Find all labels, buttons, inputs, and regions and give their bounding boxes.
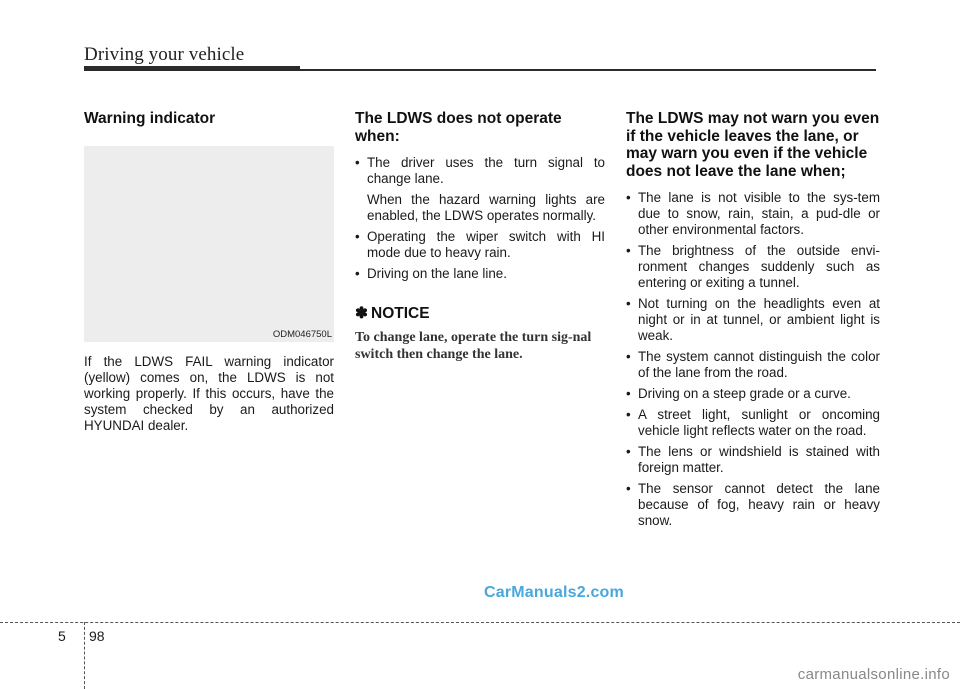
notice-star-icon: ✽ [355,305,368,322]
list-item-text: Driving on the lane line. [367,266,507,281]
footer-dashed-divider [84,622,85,689]
ldws-not-operate-list [355,155,605,282]
list-item [626,296,880,344]
column-ldws-may-not-warn [626,110,880,534]
list-item-text: The lane is not visible to the sys-tem due to snow, rain, stain, a pud-dle or other environmental factors. [638,190,880,237]
list-item [626,407,880,439]
header-rule-thick [84,66,300,71]
bullet-dot: • [355,155,360,170]
bullet-dot: • [626,386,631,401]
list-item [355,266,605,282]
warning-indicator-heading: Warning indicator [84,110,216,127]
list-item-subtext: When the hazard warning lights are enabled, the LDWS operates normally. [367,192,605,223]
bullet-dot: • [626,407,631,422]
page-number: 98 [89,628,105,644]
list-item [626,481,880,529]
bullet-dot: • [626,444,631,459]
column-warning-indicator [84,110,334,434]
list-item-text: Not turning on the headlights even at night or in at tunnel, or ambient light is weak. [638,296,880,343]
bullet-dot: • [626,481,631,496]
bullet-dot: • [626,243,631,258]
footer-site-watermark: carmanualsonline.info [797,666,950,683]
list-item [626,386,880,402]
ldws-not-operate-heading: The LDWS does not operate when: [355,110,562,145]
bullet-dot: • [626,190,631,205]
section-header-title: Driving your vehicle [84,44,245,65]
ldws-may-not-warn-heading: The LDWS may not warn you even if the vehicle leaves the lane, or may warn you even if the vehicle does not leave the lane when; [626,110,880,180]
notice-title-text: NOTICE [371,305,430,322]
list-item [355,229,605,261]
notice-title [355,304,605,323]
list-item [355,155,605,224]
list-item-text: The brightness of the outside envi-ronment changes suddenly such as entering or exiting a tunnel. [638,243,880,290]
warning-indicator-figure [84,146,334,342]
list-item-text: The system cannot distinguish the color of the lane from the road. [638,349,880,380]
carmanuals-watermark-link[interactable]: CarManuals2.com [484,584,624,601]
list-item-text: The sensor cannot detect the lane because of fog, heavy rain or heavy snow. [638,481,880,528]
ldws-may-not-warn-list [626,190,880,529]
list-item [626,444,880,476]
list-item-text: The lens or windshield is stained with foreign matter. [638,444,880,475]
bullet-dot: • [355,229,360,244]
chapter-number: 5 [58,628,66,644]
list-item [626,243,880,291]
bullet-dot: • [626,296,631,311]
list-item [626,190,880,238]
column-ldws-not-operate [355,110,605,363]
footer-dashed-rule [0,622,960,623]
list-item-text: The driver uses the turn signal to change lane. [367,155,605,186]
bullet-dot: • [355,266,360,281]
figure-code: ODM046750L [272,328,332,340]
list-item-text: Driving on a steep grade or a curve. [638,386,851,401]
notice-text: To change lane, operate the turn sig-nal switch then change the lane. [355,330,592,362]
header-rule-thin [300,69,876,71]
list-item [626,349,880,381]
list-item-text: Operating the wiper switch with HI mode due to heavy rain. [367,229,605,260]
list-item-text: A street light, sunlight or oncoming vehicle light reflects water on the road. [638,407,880,438]
warning-indicator-paragraph: If the LDWS FAIL warning indicator (yellow) comes on, the LDWS is not working properly. If this occurs, have the system checked by an authorized HYUNDAI dealer. [84,353,334,433]
bullet-dot: • [626,349,631,364]
